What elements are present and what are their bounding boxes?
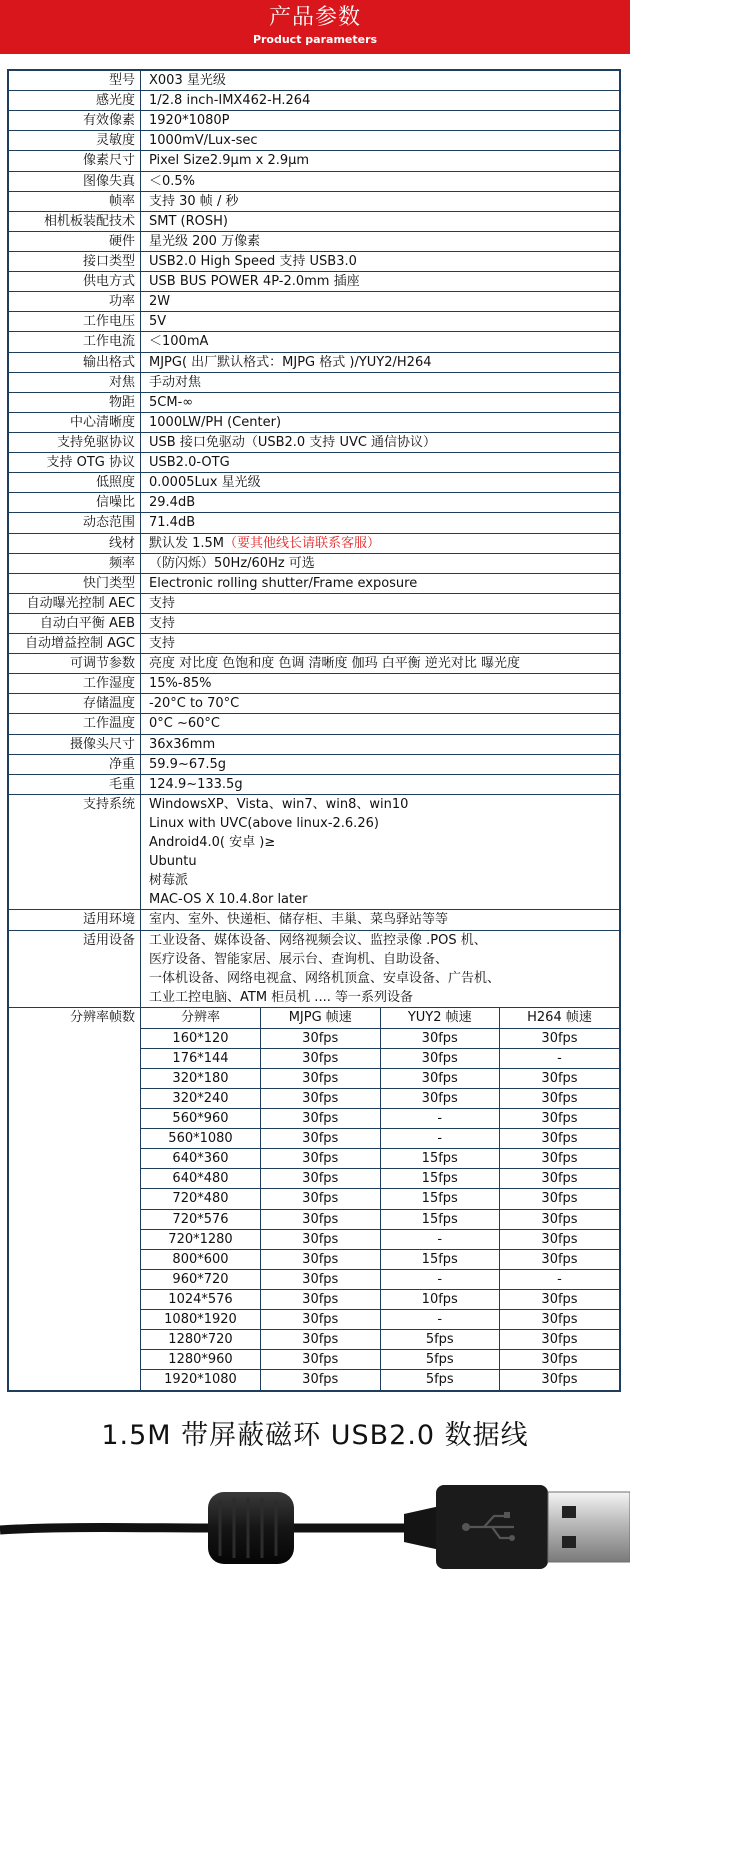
- resolution-data-cell: 5fps: [380, 1350, 500, 1370]
- resolution-data-cell: 30fps: [500, 1028, 620, 1048]
- spec-value: [141, 372, 621, 392]
- spec-row: [8, 272, 620, 292]
- spec-value: [141, 794, 621, 910]
- resolution-data-row: [141, 1290, 619, 1310]
- spec-value: [141, 593, 621, 613]
- spec-value-line: USB BUS POWER 4P-2.0mm 插座: [149, 274, 360, 290]
- spec-value: [141, 573, 621, 593]
- spec-label: 接口类型: [8, 251, 141, 271]
- spec-value: [141, 654, 621, 674]
- resolution-data-cell: 30fps: [380, 1068, 500, 1088]
- spec-label: 感光度: [8, 91, 141, 111]
- spec-value: [141, 191, 621, 211]
- spec-value-text: 默认发 1.5M: [149, 535, 225, 551]
- resolution-data-row: [141, 1189, 619, 1209]
- spec-label: 图像失真: [8, 171, 141, 191]
- spec-label: 净重: [8, 754, 141, 774]
- resolution-header-row: [141, 1008, 619, 1028]
- resolution-data-cell: 720*480: [141, 1189, 261, 1209]
- resolution-data-cell: 720*576: [141, 1209, 261, 1229]
- spec-row: [8, 231, 620, 251]
- spec-value: [141, 473, 621, 493]
- resolution-data-cell: 1280*960: [141, 1350, 261, 1370]
- spec-row: [8, 654, 620, 674]
- spec-value: [141, 674, 621, 694]
- resolution-data-cell: 30fps: [500, 1370, 620, 1390]
- resolution-data-cell: 30fps: [261, 1028, 381, 1048]
- spec-row: [8, 513, 620, 533]
- spec-value: [141, 910, 621, 930]
- spec-value-line: 5CM-∞: [149, 394, 194, 410]
- resolution-data-cell: 30fps: [261, 1149, 381, 1169]
- resolution-data-cell: -: [500, 1269, 620, 1289]
- resolution-data-cell: -: [500, 1048, 620, 1068]
- spec-value-line: ＜100mA: [149, 334, 209, 350]
- spec-value-line: MJPG( 出厂默认格式：MJPG 格式 )/YUY2/H264: [149, 354, 432, 370]
- resolution-row: [8, 1007, 620, 1391]
- spec-value-line: Android4.0( 安卓 )≥: [149, 835, 276, 851]
- resolution-data-row: [141, 1068, 619, 1088]
- resolution-data-cell: 30fps: [261, 1068, 381, 1088]
- spec-row: [8, 930, 620, 1007]
- spec-value-line: 5V: [149, 314, 167, 330]
- resolution-data-cell: 30fps: [380, 1028, 500, 1048]
- resolution-data-cell: -: [380, 1269, 500, 1289]
- spec-row: [8, 553, 620, 573]
- spec-value-line: 36x36mm: [149, 736, 216, 752]
- spec-label: 工作电流: [8, 332, 141, 352]
- resolution-data-cell: 15fps: [380, 1169, 500, 1189]
- spec-label: 信噪比: [8, 493, 141, 513]
- resolution-data-row: [141, 1109, 619, 1129]
- spec-value: [141, 70, 621, 91]
- resolution-data-cell: 720*1280: [141, 1229, 261, 1249]
- resolution-data-cell: 320*240: [141, 1088, 261, 1108]
- spec-value-line: 支持 30 帧 / 秒: [149, 193, 239, 209]
- header-banner: [0, 0, 630, 54]
- spec-value-line: 1000mV/Lux-sec: [149, 133, 258, 149]
- spec-value: [141, 734, 621, 754]
- spec-value: [141, 352, 621, 372]
- spec-value-line: 工业设备、媒体设备、网络视频会议、监控录像 .POS 机、: [149, 932, 487, 948]
- spec-value-line: 124.9~133.5g: [149, 776, 243, 792]
- resolution-data-cell: 560*960: [141, 1109, 261, 1129]
- resolution-data-cell: 960*720: [141, 1269, 261, 1289]
- spec-value-line: 59.9~67.5g: [149, 756, 227, 772]
- resolution-data-cell: 15fps: [380, 1209, 500, 1229]
- usb-cable-illustration: [0, 1470, 630, 1580]
- spec-value-line: 亮度 对比度 色饱和度 色调 清晰度 伽玛 白平衡 逆光对比 曝光度: [149, 656, 521, 672]
- spec-value: [141, 533, 621, 553]
- resolution-data-cell: -: [380, 1229, 500, 1249]
- spec-label: 适用环境: [8, 910, 141, 930]
- spec-row: [8, 593, 620, 613]
- spec-row: [8, 191, 620, 211]
- resolution-data-cell: 5fps: [380, 1370, 500, 1390]
- spec-value-line: 手动对焦: [149, 374, 202, 390]
- resolution-data-cell: 560*1080: [141, 1129, 261, 1149]
- spec-label: 工作湿度: [8, 674, 141, 694]
- spec-label: 灵敏度: [8, 131, 141, 151]
- spec-value: [141, 151, 621, 171]
- spec-value: [141, 292, 621, 312]
- spec-value: [141, 694, 621, 714]
- resolution-data-cell: 15fps: [380, 1249, 500, 1269]
- spec-row: [8, 694, 620, 714]
- resolution-data-cell: 640*360: [141, 1149, 261, 1169]
- resolution-data-cell: 15fps: [380, 1149, 500, 1169]
- spec-label: 功率: [8, 292, 141, 312]
- spec-label: 供电方式: [8, 272, 141, 292]
- spec-row: [8, 352, 620, 372]
- spec-label: 频率: [8, 553, 141, 573]
- resolution-data-row: [141, 1229, 619, 1249]
- spec-value-line: 0°C ~60°C: [149, 716, 220, 732]
- resolution-data-cell: 30fps: [500, 1209, 620, 1229]
- spec-row: [8, 111, 620, 131]
- spec-label: 线材: [8, 533, 141, 553]
- spec-value: [141, 493, 621, 513]
- spec-row: [8, 432, 620, 452]
- resolution-data-cell: 30fps: [261, 1269, 381, 1289]
- spec-row: [8, 412, 620, 432]
- spec-row: [8, 211, 620, 231]
- spec-value-line: 一体机设备、网络电视盒、网络机顶盒、安卓设备、广告机、: [149, 970, 501, 986]
- spec-table: [7, 69, 621, 1392]
- resolution-data-row: [141, 1149, 619, 1169]
- resolution-data-row: [141, 1209, 619, 1229]
- spec-label: 存储温度: [8, 694, 141, 714]
- spec-value: [141, 453, 621, 473]
- spec-value: [141, 412, 621, 432]
- spec-value: [141, 111, 621, 131]
- spec-row: [8, 171, 620, 191]
- resolution-data-cell: 30fps: [261, 1088, 381, 1108]
- spec-row: [8, 613, 620, 633]
- spec-value-line: 15%-85%: [149, 676, 212, 692]
- spec-value: [141, 513, 621, 533]
- resolution-data-cell: 30fps: [261, 1209, 381, 1229]
- spec-row: [8, 131, 620, 151]
- usb-strain-relief: [404, 1506, 440, 1550]
- resolution-data-cell: 30fps: [500, 1169, 620, 1189]
- resolution-data-cell: -: [380, 1310, 500, 1330]
- spec-value-line: 0.0005Lux 星光级: [149, 475, 261, 491]
- resolution-data-cell: 30fps: [500, 1310, 620, 1330]
- spec-value-line: 星光级 200 万像素: [149, 233, 261, 249]
- spec-row: [8, 493, 620, 513]
- spec-row: [8, 774, 620, 794]
- contact-service-note: （要其他线长请联系客服）: [224, 535, 381, 551]
- spec-label: 动态范围: [8, 513, 141, 533]
- spec-value-line: 支持: [149, 636, 176, 652]
- resolution-data-cell: 30fps: [500, 1068, 620, 1088]
- resolution-data-cell: 1024*576: [141, 1290, 261, 1310]
- resolution-header-cell: YUY2 帧速: [380, 1008, 500, 1028]
- spec-label: 自动增益控制 AGC: [8, 634, 141, 654]
- spec-label: 对焦: [8, 372, 141, 392]
- resolution-data-cell: 30fps: [500, 1249, 620, 1269]
- spec-value-line: USB 接口免驱动（USB2.0 支持 UVC 通信协议）: [149, 434, 437, 450]
- spec-value: [141, 774, 621, 794]
- spec-value: [141, 251, 621, 271]
- spec-value-line: X003 星光级: [149, 73, 226, 88]
- spec-value-line: 医疗设备、智能家居、展示台、查询机、自助设备、: [149, 951, 449, 967]
- spec-label: 适用设备: [8, 930, 141, 1007]
- spec-row: [8, 151, 620, 171]
- spec-row: [8, 794, 620, 910]
- resolution-data-row: [141, 1249, 619, 1269]
- resolution-header-cell: 分辨率: [141, 1008, 261, 1028]
- resolution-data-cell: 30fps: [261, 1330, 381, 1350]
- resolution-data-cell: 30fps: [500, 1350, 620, 1370]
- spec-label: 物距: [8, 392, 141, 412]
- spec-row: [8, 634, 620, 654]
- spec-value-line: USB2.0-OTG: [149, 455, 230, 471]
- resolution-data-cell: 30fps: [500, 1109, 620, 1129]
- resolution-data-row: [141, 1269, 619, 1289]
- resolution-data-cell: 30fps: [261, 1189, 381, 1209]
- resolution-data-row: [141, 1370, 619, 1390]
- spec-row: [8, 714, 620, 734]
- usb-metal-connector: [548, 1492, 630, 1562]
- spec-value-line: 1/2.8 inch-IMX462-H.264: [149, 93, 311, 109]
- spec-value-line: MAC-OS X 10.4.8or later: [149, 892, 308, 908]
- resolution-data-cell: 30fps: [500, 1229, 620, 1249]
- resolution-data-cell: 30fps: [261, 1350, 381, 1370]
- resolution-data-cell: 30fps: [261, 1048, 381, 1068]
- spec-value-line: WindowsXP、Vista、win7、win8、win10: [149, 796, 409, 812]
- spec-label: 低照度: [8, 473, 141, 493]
- spec-label: 分辨率帧数: [8, 1007, 141, 1391]
- spec-value-line: 支持: [149, 615, 176, 631]
- spec-row: [8, 372, 620, 392]
- resolution-data-cell: 30fps: [261, 1310, 381, 1330]
- resolution-data-cell: 30fps: [261, 1169, 381, 1189]
- resolution-data-cell: 30fps: [261, 1370, 381, 1390]
- cable-title: 1.5M 带屏蔽磁环 USB2.0 数据线: [101, 1420, 529, 1451]
- resolution-data-cell: 30fps: [500, 1149, 620, 1169]
- resolution-header-cell: H264 帧速: [500, 1008, 620, 1028]
- spec-value: [141, 754, 621, 774]
- spec-value: [141, 91, 621, 111]
- spec-value-line: 71.4dB: [149, 515, 196, 531]
- resolution-data-row: [141, 1129, 619, 1149]
- resolution-data-cell: 30fps: [261, 1290, 381, 1310]
- spec-label: 硬件: [8, 231, 141, 251]
- spec-value: [141, 272, 621, 292]
- spec-row: [8, 674, 620, 694]
- spec-value-line: Linux with UVC(above linux-2.6.26): [149, 816, 379, 832]
- resolution-data-cell: -: [380, 1109, 500, 1129]
- spec-label: 型号: [8, 70, 141, 91]
- spec-row: [8, 312, 620, 332]
- spec-row: [8, 910, 620, 930]
- resolution-data-cell: 30fps: [261, 1129, 381, 1149]
- resolution-data-row: [141, 1088, 619, 1108]
- spec-label: 有效像素: [8, 111, 141, 131]
- spec-value: [141, 231, 621, 251]
- resolution-data-cell: 30fps: [380, 1088, 500, 1108]
- resolution-data-cell: 5fps: [380, 1330, 500, 1350]
- spec-value-line: 树莓派: [149, 873, 189, 889]
- spec-label: 帧率: [8, 191, 141, 211]
- resolution-data-cell: 640*480: [141, 1169, 261, 1189]
- spec-value: [141, 171, 621, 191]
- resolution-data-cell: 30fps: [500, 1290, 620, 1310]
- spec-row: [8, 573, 620, 593]
- spec-value-line: 29.4dB: [149, 495, 196, 511]
- resolution-data-cell: -: [380, 1129, 500, 1149]
- resolution-data-cell: 1280*720: [141, 1330, 261, 1350]
- spec-row: [8, 453, 620, 473]
- spec-row: [8, 533, 620, 553]
- spec-label: 输出格式: [8, 352, 141, 372]
- spec-value: [141, 553, 621, 573]
- spec-row: [8, 392, 620, 412]
- resolution-data-row: [141, 1169, 619, 1189]
- spec-label: 相机板装配技术: [8, 211, 141, 231]
- resolution-data-cell: 30fps: [261, 1109, 381, 1129]
- spec-value: [141, 312, 621, 332]
- spec-value-line: 室内、室外、快递柜、储存柜、丰巢、菜鸟驿站等等: [149, 912, 449, 928]
- spec-label: 中心清晰度: [8, 412, 141, 432]
- spec-value-line: 1920*1080P: [149, 113, 230, 129]
- resolution-data-cell: 30fps: [500, 1088, 620, 1108]
- resolution-data-row: [141, 1048, 619, 1068]
- spec-value: [141, 613, 621, 633]
- resolution-data-cell: 30fps: [261, 1229, 381, 1249]
- resolution-table: [141, 1008, 619, 1390]
- resolution-cell: [141, 1007, 621, 1391]
- spec-value-line: 2W: [149, 294, 171, 310]
- resolution-data-row: [141, 1330, 619, 1350]
- spec-row: [8, 734, 620, 754]
- resolution-data-cell: 30fps: [261, 1249, 381, 1269]
- spec-value: [141, 131, 621, 151]
- spec-value-line: 工业工控电脑、ATM 柜员机 .... 等一系列设备: [149, 989, 413, 1005]
- spec-value: [141, 332, 621, 352]
- resolution-data-cell: 320*180: [141, 1068, 261, 1088]
- spec-value: [141, 714, 621, 734]
- resolution-data-cell: 160*120: [141, 1028, 261, 1048]
- spec-value: [141, 392, 621, 412]
- page-subtitle: Product parameters: [252, 33, 378, 46]
- spec-row: [8, 70, 620, 91]
- resolution-data-cell: 15fps: [380, 1189, 500, 1209]
- spec-value-line: （防闪烁）50Hz/60Hz 可选: [149, 555, 315, 571]
- spec-value: [141, 930, 621, 1007]
- spec-row: [8, 292, 620, 312]
- resolution-data-cell: 800*600: [141, 1249, 261, 1269]
- spec-value: [141, 634, 621, 654]
- spec-label: 工作电压: [8, 312, 141, 332]
- resolution-data-cell: 176*144: [141, 1048, 261, 1068]
- page-title: 产品参数: [268, 5, 361, 30]
- resolution-data-cell: 30fps: [500, 1129, 620, 1149]
- spec-label: 快门类型: [8, 573, 141, 593]
- spec-value-line: USB2.0 High Speed 支持 USB3.0: [149, 253, 357, 269]
- spec-label: 可调节参数: [8, 654, 141, 674]
- resolution-data-cell: 10fps: [380, 1290, 500, 1310]
- spec-row: [8, 754, 620, 774]
- spec-label: 支持系统: [8, 794, 141, 910]
- resolution-data-cell: 1080*1920: [141, 1310, 261, 1330]
- spec-value: [141, 432, 621, 452]
- spec-label: 自动曝光控制 AEC: [8, 593, 141, 613]
- spec-value-line: ＜0.5%: [149, 173, 196, 189]
- spec-value-line: -20°C to 70°C: [149, 696, 240, 712]
- resolution-data-cell: 1920*1080: [141, 1370, 261, 1390]
- spec-value: [141, 211, 621, 231]
- spec-label: 像素尺寸: [8, 151, 141, 171]
- spec-value-line: Pixel Size2.9μm x 2.9μm: [149, 153, 310, 169]
- resolution-data-row: [141, 1310, 619, 1330]
- resolution-data-row: [141, 1350, 619, 1370]
- resolution-data-cell: 30fps: [500, 1330, 620, 1350]
- spec-table-body: [8, 70, 620, 1391]
- resolution-data-row: [141, 1028, 619, 1048]
- spec-label: 自动白平衡 AEB: [8, 613, 141, 633]
- spec-value-line: 支持: [149, 595, 176, 611]
- spec-label: 摄像头尺寸: [8, 734, 141, 754]
- resolution-data-cell: 30fps: [500, 1189, 620, 1209]
- spec-value-line: SMT (ROSH): [149, 213, 228, 229]
- spec-label: 工作温度: [8, 714, 141, 734]
- spec-value-line: Electronic rolling shutter/Frame exposure: [149, 575, 418, 591]
- spec-value-line: Ubuntu: [149, 854, 197, 870]
- spec-row: [8, 332, 620, 352]
- spec-row: [8, 473, 620, 493]
- resolution-header-cell: MJPG 帧速: [261, 1008, 381, 1028]
- spec-row: [8, 251, 620, 271]
- resolution-data-cell: 30fps: [380, 1048, 500, 1068]
- spec-label: 毛重: [8, 774, 141, 794]
- spec-value-line: 1000LW/PH (Center): [149, 414, 282, 430]
- spec-label: 支持 OTG 协议: [8, 453, 141, 473]
- spec-label: 支持免驱协议: [8, 432, 141, 452]
- spec-row: [8, 91, 620, 111]
